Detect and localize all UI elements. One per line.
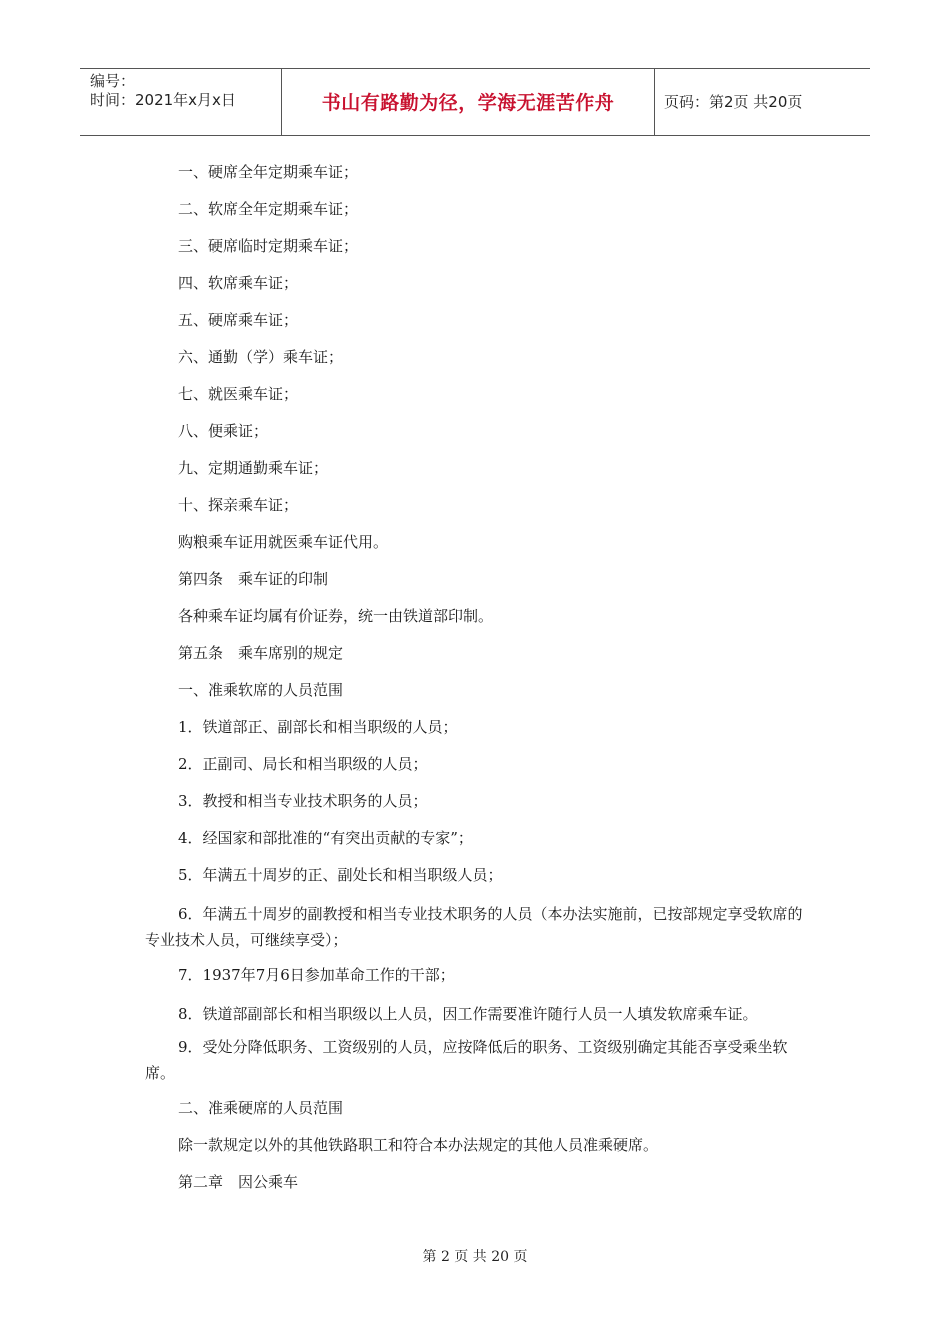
header-number-label: 编号： (90, 72, 136, 90)
list-item: 3．教授和相当专业技术职务的人员； (178, 792, 428, 810)
paragraph: 七、就医乘车证； (178, 385, 299, 403)
paragraph: 五、硬席乘车证； (178, 311, 299, 329)
paragraph: 购粮乘车证用就医乘车证代用。 (178, 533, 389, 551)
list-item: 5．年满五十周岁的正、副处长和相当职级人员； (178, 866, 503, 884)
list-item: 6．年满五十周岁的副教授和相当专业技术职务的人员（本办法实施前，已按部规定享受软席的专业技术人员，可继续享受）； (145, 905, 803, 949)
paragraph: 三、硬席临时定期乘车证； (178, 237, 359, 255)
header-motto: 书山有路勤为径，学海无涯苦作舟 (321, 92, 615, 114)
header-time-label: 时间：2021年x月x日 (90, 91, 236, 109)
chapter-heading: 第二章 因公乘车 (178, 1173, 299, 1191)
list-item: 9．受处分降低职务、工资级别的人员，应按降低后的职务、工资级别确定其能否享受乘坐软席。 (145, 1038, 788, 1082)
paragraph: 九、定期通勤乘车证； (178, 459, 329, 477)
paragraph: 六、通勤（学）乘车证； (178, 348, 344, 366)
paragraph: 除一款规定以外的其他铁路职工和符合本办法规定的其他人员准乘硬席。 (178, 1136, 659, 1154)
paragraph: 一、硬席全年定期乘车证； (178, 163, 359, 181)
paragraph: 四、软席乘车证； (178, 274, 299, 292)
list-item: 1．铁道部正、副部长和相当职级的人员； (178, 718, 458, 736)
list-item: 2．正副司、局长和相当职级的人员； (178, 755, 428, 773)
section-heading: 第五条 乘车席别的规定 (178, 644, 344, 662)
header-meta (90, 72, 280, 110)
list-item: 8．铁道部副部长和相当职级以上人员，因工作需要准许随行人员一人填发软席乘车证。 (178, 1005, 758, 1023)
header-bottom-rule (80, 135, 870, 136)
subsection-heading: 一、准乘软席的人员范围 (178, 681, 344, 699)
paragraph: 十、探亲乘车证； (178, 496, 299, 514)
paragraph: 各种乘车证均属有价证券，统一由铁道部印制。 (178, 607, 494, 625)
subsection-heading: 二、准乘硬席的人员范围 (178, 1099, 344, 1117)
header-page-label: 页码：第2页 共20页 (664, 93, 803, 111)
document-body (145, 154, 817, 1201)
page-footer: 第 2 页 共 20 页 (422, 1249, 528, 1265)
header-divider-right (654, 68, 655, 136)
paragraph: 二、软席全年定期乘车证； (178, 200, 359, 218)
section-heading: 第四条 乘车证的印制 (178, 570, 329, 588)
list-item: 4．经国家和部批准的“有突出贡献的专家”； (178, 829, 473, 847)
paragraph: 八、便乘证； (178, 422, 269, 440)
list-item: 7．1937年7月6日参加革命工作的干部； (178, 966, 455, 984)
